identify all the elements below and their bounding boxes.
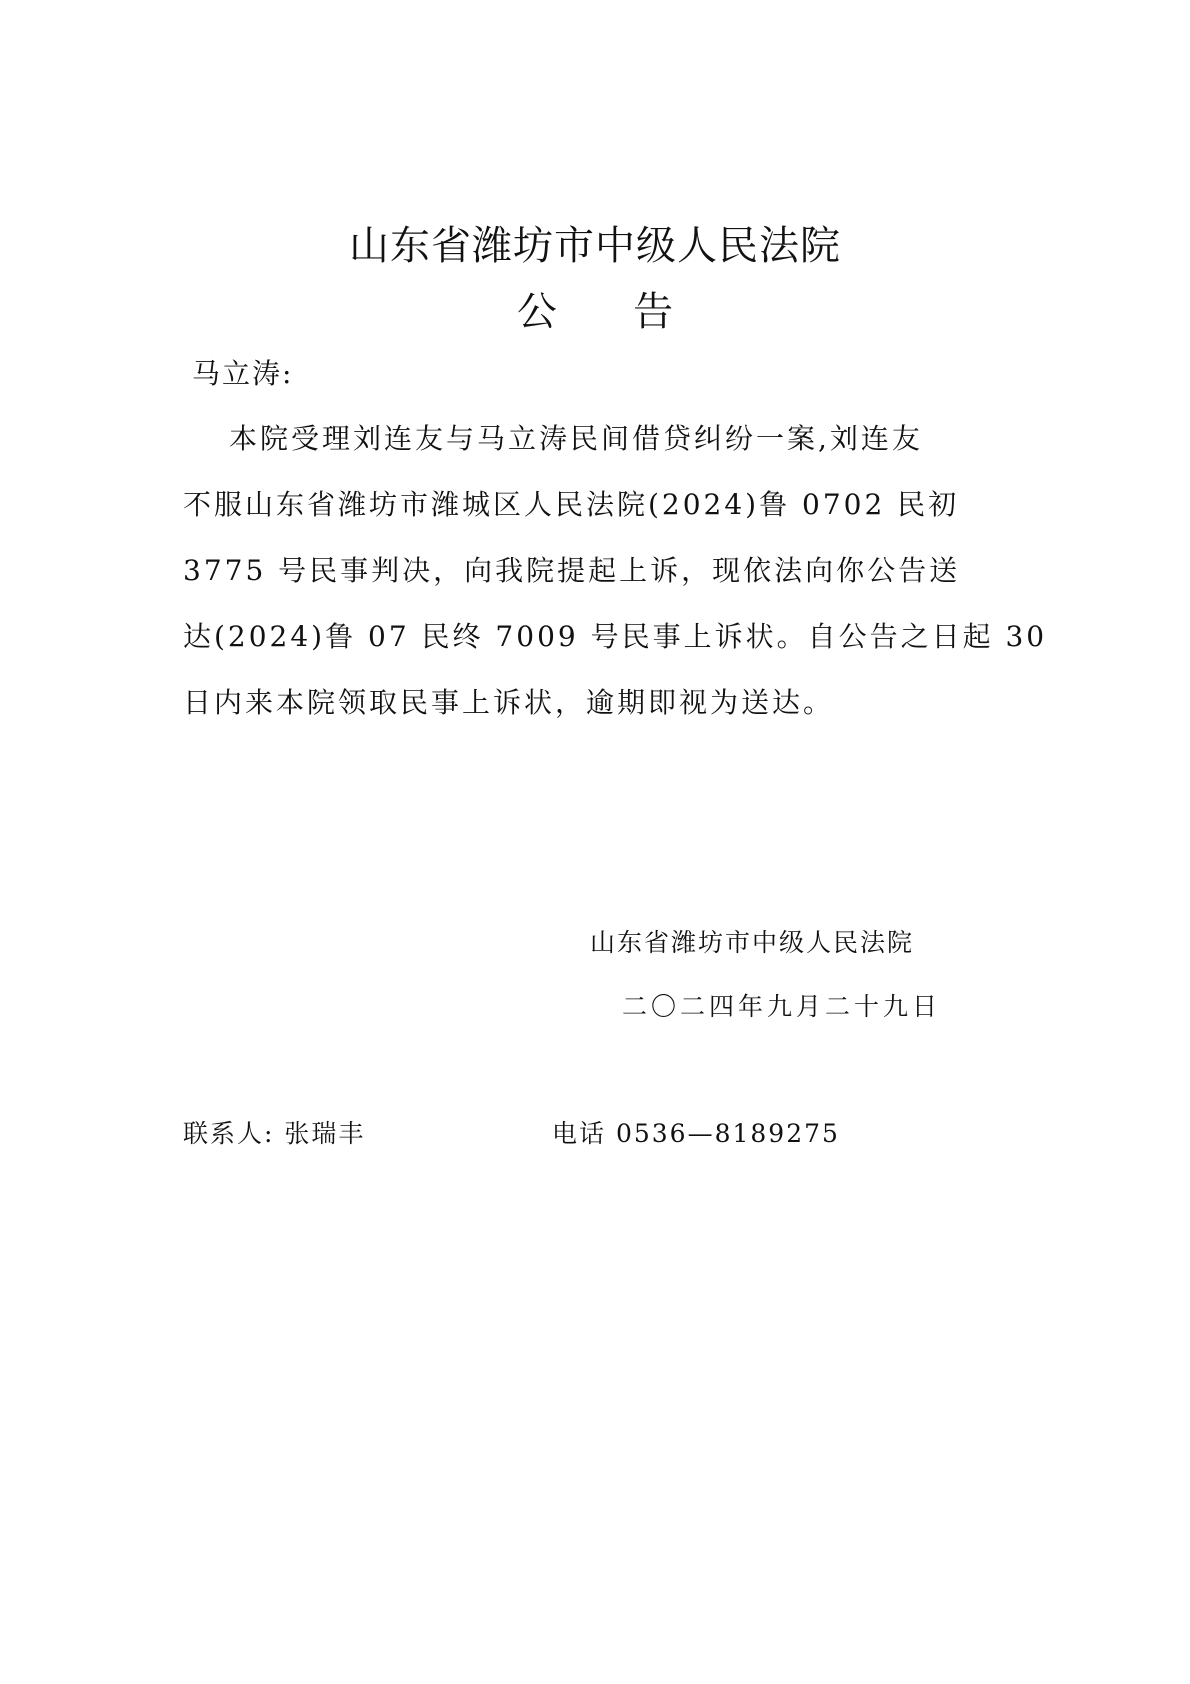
notice-body-line: 日内来本院领取民事上诉状，逾期即视为送达。 xyxy=(183,686,835,719)
notice-body-line: 达(2024)鲁 07 民终 7009 号民事上诉状。自公告之日起 30 xyxy=(183,620,1048,653)
contact-phone: 电话 0536—8189275 xyxy=(552,1119,840,1148)
notice-body-line: 不服山东省潍坊市潍城区人民法院(2024)鲁 0702 民初 xyxy=(183,488,960,521)
notice-body-line: 3775 号民事判决，向我院提起上诉，现依法向你公告送 xyxy=(183,554,961,587)
contact-person: 联系人: 张瑞丰 xyxy=(183,1119,366,1148)
signature-court: 山东省潍坊市中级人民法院 xyxy=(590,928,915,957)
notice-body-line: 本院受理刘连友与马立涛民间借贷纠纷一案,刘连友 xyxy=(229,422,923,455)
signature-date: 二〇二四年九月二十九日 xyxy=(622,992,942,1021)
addressee: 马立涛: xyxy=(192,357,294,390)
notice-title: 公 告 xyxy=(516,289,674,335)
court-title: 山东省潍坊市中级人民法院 xyxy=(349,223,841,269)
